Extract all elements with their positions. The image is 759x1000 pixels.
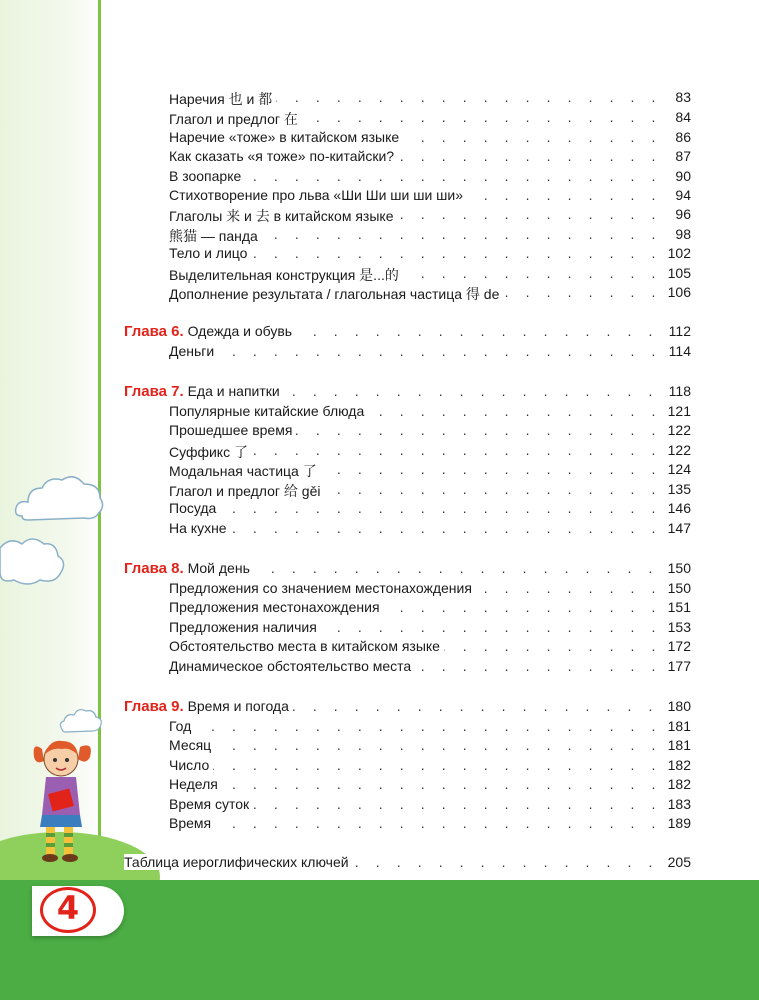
chapter-8-heading[interactable]: . . . Глава 8. Мой день 150 xyxy=(124,560,691,580)
toc-entry[interactable]: . . . Число 182 xyxy=(169,757,691,777)
toc-entry[interactable]: . . . Предложения местонахождения 151 xyxy=(169,599,691,619)
toc-entry[interactable]: . . . Предложения со значением местонахождения 150 xyxy=(169,580,691,600)
girl-illustration-icon xyxy=(28,735,98,865)
toc-entry[interactable]: . . . Наречие «тоже» в китайском языке 86 xyxy=(169,129,691,149)
toc-entry[interactable]: . . . Год 181 xyxy=(169,718,691,738)
chapter-title: Еда и напитки xyxy=(187,383,280,399)
toc-entry[interactable]: . . . Суффикс 了 122 xyxy=(169,442,691,462)
toc-entry[interactable]: . . . Глагол и предлог 给 gěi 135 xyxy=(169,481,691,501)
toc-entry[interactable]: . . . Прошедшее время 122 xyxy=(169,422,691,442)
toc-entry[interactable]: . . . Предложения наличия 153 xyxy=(169,619,691,639)
chapter-number: Глава 6. xyxy=(124,323,184,340)
chapter-6-heading[interactable]: . . . Глава 6. Одежда и обувь 112 xyxy=(124,323,691,343)
toc-entry[interactable]: . . . Посуда 146 xyxy=(169,500,691,520)
toc-entry[interactable]: . . . Тело и лицо 102 xyxy=(169,245,691,265)
chapter-number: Глава 7. xyxy=(124,383,184,400)
toc-entry[interactable]: . . . Дополнение результата / глагольная частица 得 de 106 xyxy=(169,284,691,304)
toc-entry[interactable]: . . . Время 189 xyxy=(169,815,691,835)
toc-entry[interactable]: . . . Время суток 183 xyxy=(169,796,691,816)
toc-entry[interactable]: . . . Динамическое обстоятельство места 177 xyxy=(169,658,691,678)
chapter-number: Глава 9. xyxy=(124,698,184,715)
chapter-title: Мой день xyxy=(187,560,250,576)
toc-entry[interactable]: . . . Выделительная конструкция 是...的 105 xyxy=(169,265,691,285)
left-green-rule xyxy=(98,0,101,880)
cloud-icon xyxy=(14,470,106,526)
toc-entry[interactable]: . . . Обстоятельство места в китайском языке 172 xyxy=(169,638,691,658)
toc-entry[interactable]: . . . Стихотворение про льва «Ши Ши ши ши ши» 94 xyxy=(169,187,691,207)
chapter-title: Время и погода xyxy=(187,698,289,714)
cloud-icon xyxy=(0,530,68,590)
toc-entry[interactable]: . . . Популярные китайские блюда 121 xyxy=(169,403,691,423)
chapter-title: Одежда и обувь xyxy=(187,323,293,339)
toc-entry[interactable]: . . . Глагол и предлог 在 84 xyxy=(169,109,691,129)
chapter-9-heading[interactable]: . . . Глава 9. Время и погода 180 xyxy=(124,698,691,718)
cloud-icon xyxy=(58,705,104,735)
toc-entry[interactable]: . . . Глаголы 来 и 去 в китайском языке 96 xyxy=(169,206,691,226)
page-number: 4 xyxy=(56,889,80,927)
toc-entry[interactable]: . . . Деньги 114 xyxy=(169,343,691,363)
toc-entry[interactable]: . . . Неделя 182 xyxy=(169,776,691,796)
toc-entry[interactable]: . . . Наречия 也 и 都 83 xyxy=(169,89,691,109)
toc-entry[interactable]: . . . Как сказать «я тоже» по-китайски? 87 xyxy=(169,148,691,168)
toc-entry[interactable]: . . . Модальная частица 了 124 xyxy=(169,461,691,481)
toc-entry[interactable]: . . . 熊猫 — панда 98 xyxy=(169,226,691,246)
chapter-7-heading[interactable]: . . . Глава 7. Еда и напитки 118 xyxy=(124,383,691,403)
chapter-number: Глава 8. xyxy=(124,560,184,577)
toc-entry[interactable]: . . . На кухне 147 xyxy=(169,520,691,540)
toc-entry[interactable]: . . . Месяц 181 xyxy=(169,737,691,757)
toc-entry[interactable]: . . . В зоопарке 90 xyxy=(169,168,691,188)
radicals-table-entry[interactable]: . . . Таблица иероглифических ключей 205 xyxy=(124,854,691,874)
